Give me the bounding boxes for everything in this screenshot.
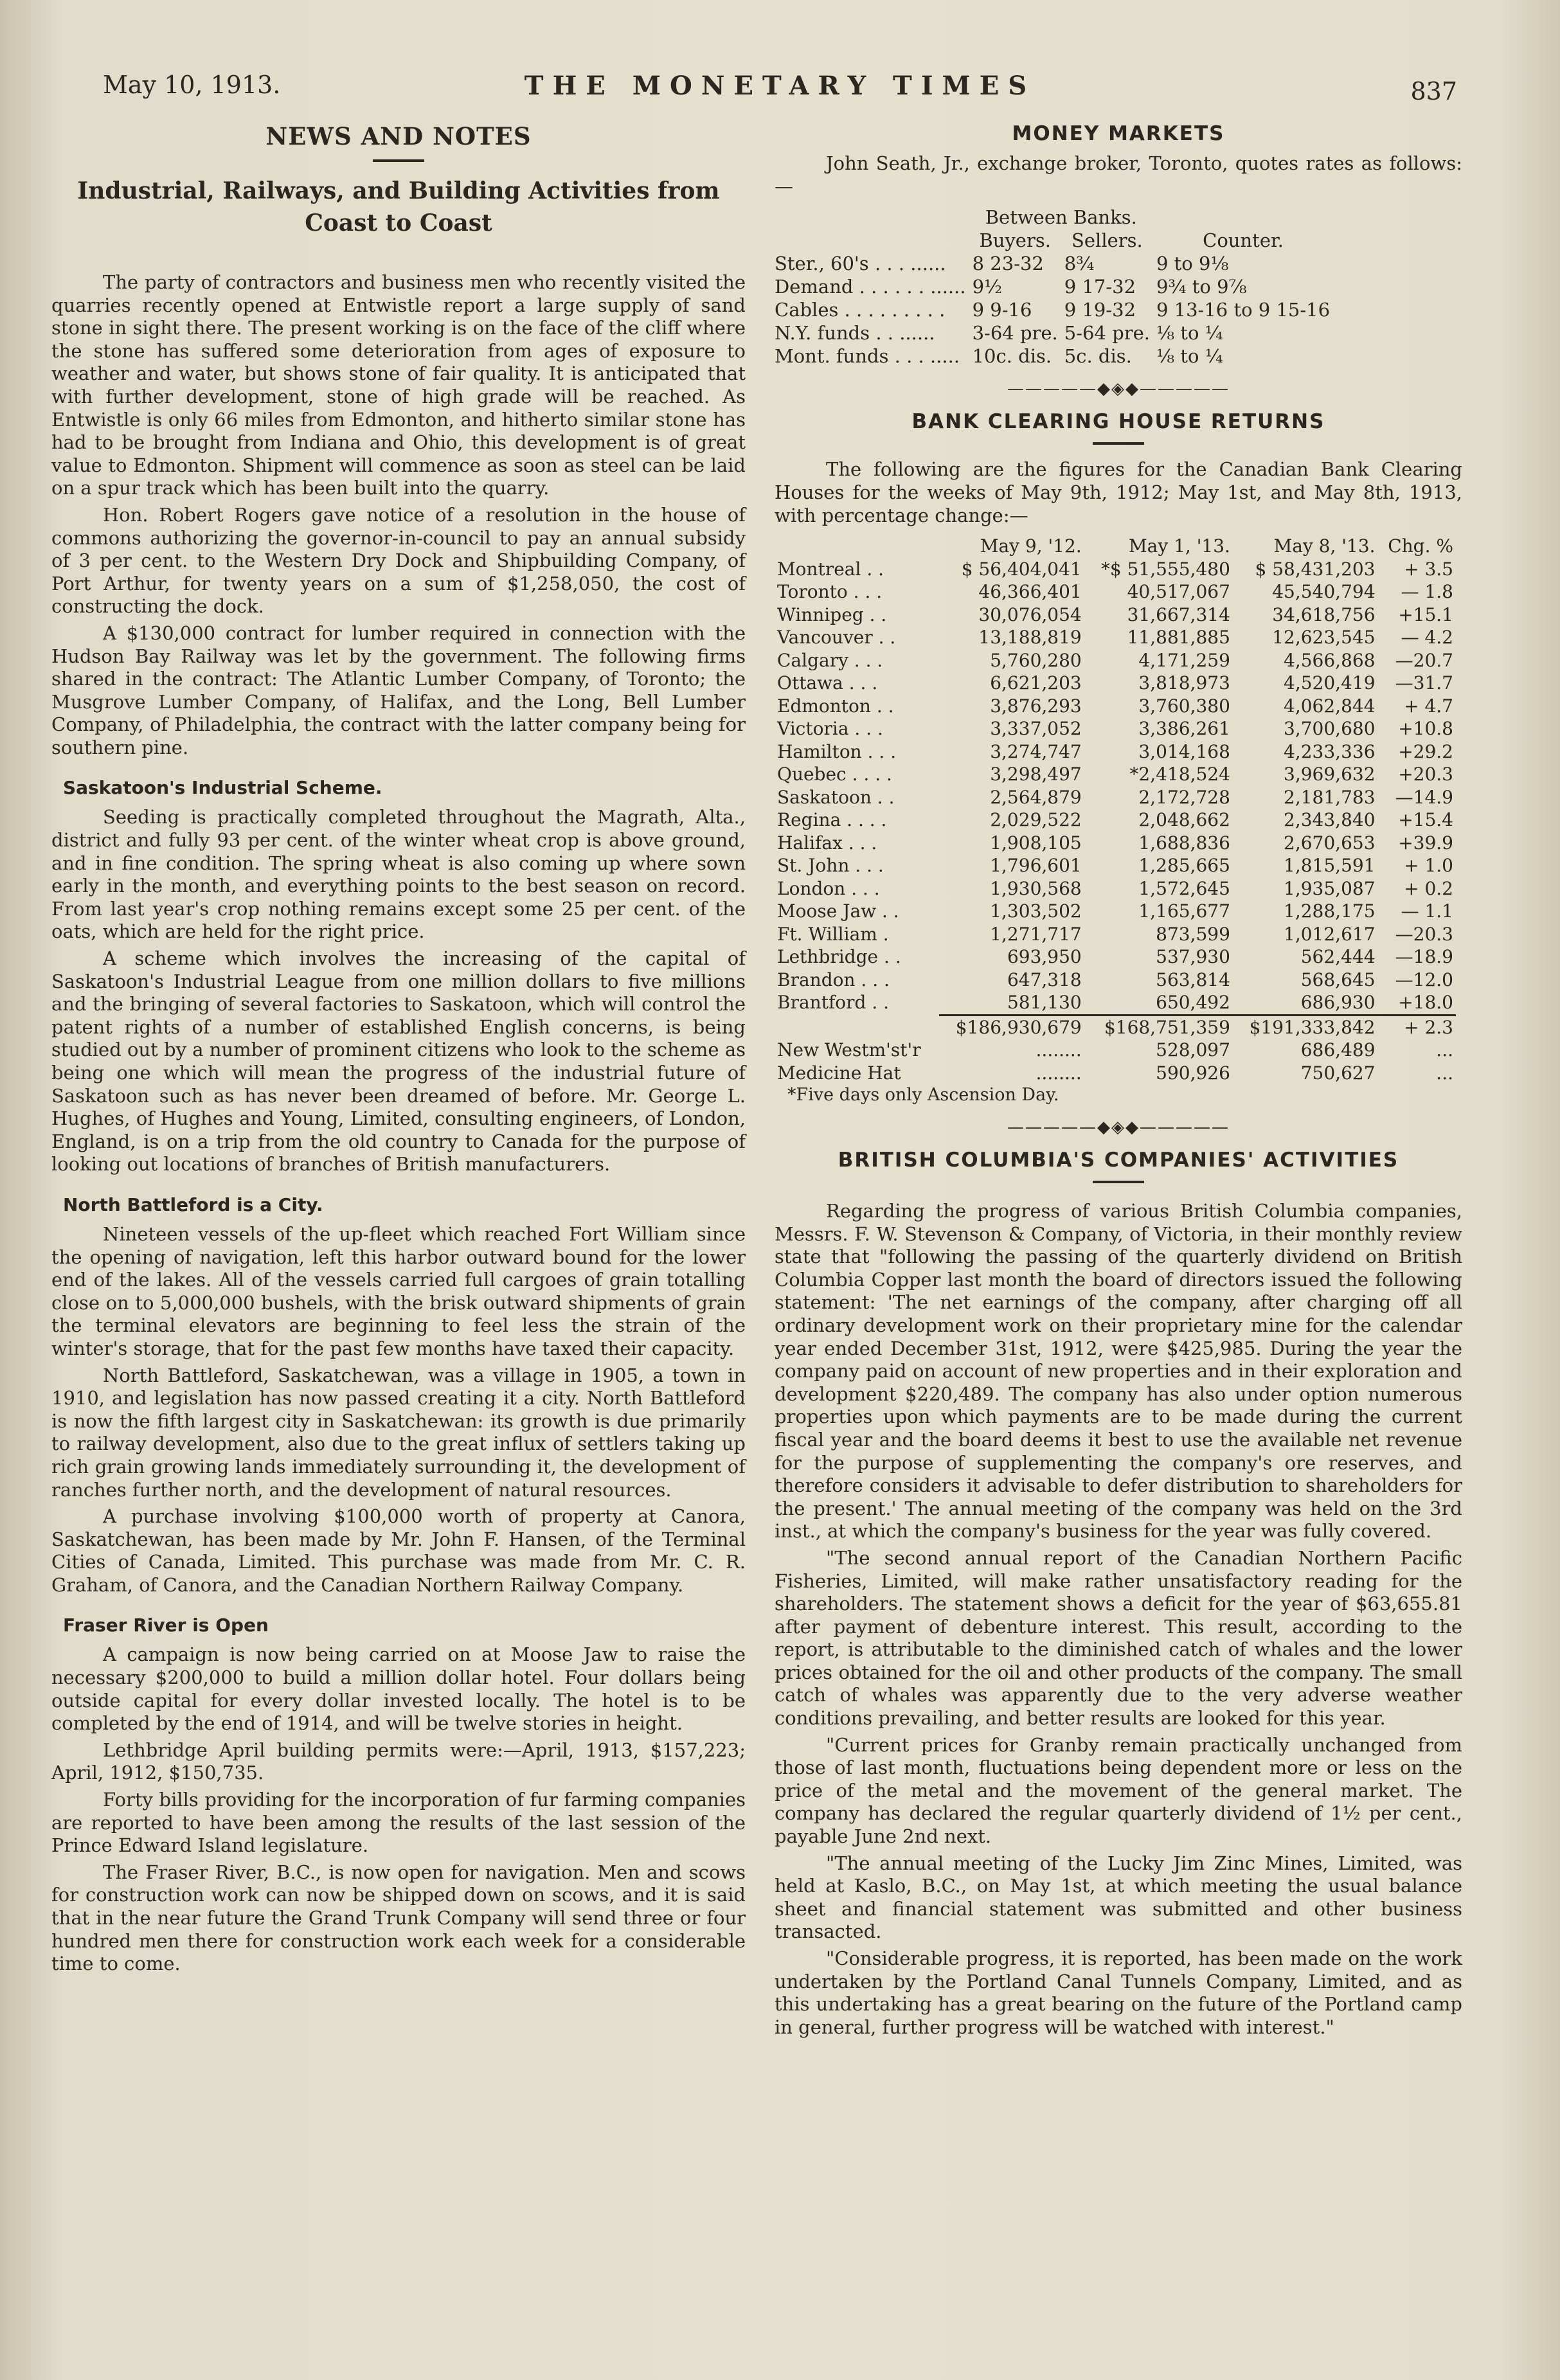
table-header-row [775, 535, 1456, 558]
right-column [775, 122, 1462, 2043]
value-may-1: 11,881,885 [1127, 627, 1230, 648]
percent-change: +15.1 [1398, 604, 1453, 625]
clearing-table [775, 535, 1456, 1084]
value-1912: $ 56,404,041 [961, 558, 1082, 580]
table-row [775, 1062, 1456, 1085]
paragraph: Forty bills providing for the incorporation of fur farming companies are reported to have been among the results of the last session of the Prince Edward Island legislature. [51, 1789, 746, 1857]
city-name: Halifax . . . [777, 832, 877, 854]
table-row [775, 321, 1336, 344]
city-name: Ottawa . . . [777, 672, 878, 693]
rate-counter: ⅛ to ¼ [1156, 322, 1223, 344]
value-may-1: 31,667,314 [1127, 604, 1230, 625]
percent-change: +18.0 [1398, 992, 1453, 1013]
total-row [775, 1015, 1456, 1039]
table-row [775, 923, 1456, 946]
city-name: Calgary . . . [777, 649, 883, 671]
paragraph: A scheme which involves the increasing of the capital of Saskatoon's Industrial League from one million dollars to five millions and the bringing of several factories to Saskatoon, which will control the patent rights of a number of established English concerns, is being studied out by a number of prominent citizens who look to the scheme as being one which will mean the progress of the industrial future of Saskatoon such as has never been dreamed of before. Mr. George L. Hughes, of Hughes and Young, Limited, consulting engineers, of London, England, is on a trip from the old country to Canada for the purpose of looking out locations of branches of British manufacturers. [51, 947, 746, 1176]
clearing-house-intro: The following are the figures for the Canadian Bank Clearing Houses for the weeks of May 9th, 1912; May 1st, and May 8th, 1913, with percentage change:— [775, 458, 1462, 526]
value-may-8: 4,062,844 [1284, 695, 1376, 717]
percent-change: ... [1436, 1039, 1453, 1060]
table-row [775, 229, 1336, 252]
percent-change: —20.7 [1395, 649, 1453, 671]
value-may-8: 686,489 [1300, 1039, 1376, 1060]
table-row [775, 854, 1456, 877]
subheading-saskatoon: Saskatoon's Industrial Scheme. [63, 777, 382, 799]
value-1912: ........ [1036, 1062, 1082, 1084]
paragraph: Hon. Robert Rogers gave notice of a resolution in the house of commons authorizing the governor-in-council to pay an annual subsidy of 3 per cent. to the Western Dry Dock and Shipbuilding Company, of Port Arthur, for twenty years on a sum of $1,258,050, the cost of constructing the dock. [51, 503, 746, 618]
percent-change: +29.2 [1398, 740, 1453, 762]
rate-sellers: 9 17-32 [1064, 276, 1136, 298]
paragraph: "The second annual report of the Canadian Northern Pacific Fisheries, Limited, will make rather unsatisfactory reading for the shareholders. The statement shows a deficit for the year of $63,655.81 after payment of debenture interest. This result, according to the report, is attributable to the diminished catch of whales and the lower prices obtained for the oil and other products of the company. The small catch of whales was apparently due to the very adverse weather conditions prevailing, and better results are looked for this year. [775, 1546, 1462, 1730]
city-name: Ft. William . [777, 923, 889, 945]
page-header [103, 71, 1457, 109]
table-row [775, 991, 1456, 1015]
title-rule [373, 159, 424, 162]
value-1912: 1,930,568 [990, 877, 1082, 899]
column-header: Between Banks. [985, 206, 1137, 228]
value-may-8: 1,288,175 [1284, 900, 1376, 922]
table-row [775, 786, 1456, 809]
value-may-8: 3,969,632 [1284, 764, 1376, 785]
paragraph: Nineteen vessels of the up-fleet which reached Fort William since the opening of navigation, left this harbor outward bound for the lower end of the lakes. All of the vessels carried full cargoes of grain totalling close on to 5,000,000 bushels, with the brisk outward shipments of grain the terminal elevators are beginning to feel less the strain of the winter's storage, that for the past few months have taxed their capacity. [51, 1222, 746, 1359]
percent-change: +10.8 [1398, 718, 1453, 739]
value-1912: 2,564,879 [990, 786, 1082, 808]
city-name: Brandon . . . [777, 969, 890, 990]
value-1912: 1,796,601 [990, 855, 1082, 876]
value-may-8: 2,670,653 [1284, 832, 1376, 854]
value-1912: 1,908,105 [990, 832, 1082, 854]
title-rule [1093, 442, 1144, 445]
percent-change: + 3.5 [1404, 558, 1453, 580]
percent-change: —12.0 [1395, 969, 1453, 990]
ornamental-divider: —————◆◈◆————— [1007, 1118, 1230, 1137]
rate-label: Mont. funds . . . ..... [775, 345, 960, 367]
title-rule [1093, 1181, 1144, 1183]
subtitle-line-2: Coast to Coast [305, 210, 492, 237]
city-name: Quebec . . . . [777, 764, 892, 785]
paragraph: North Battleford, Saskatchewan, was a village in 1905, a town in 1910, and legislation has now passed creating it a city. North Battleford is now the fifth largest city in Saskatchewan: its growth is due primarily to railway development, also due to the great influx of settlers taking up rich grain growing lands immediately surrounding it, the development of ranches further north, and the development of natural resources. [51, 1364, 746, 1501]
value-may-1: 563,814 [1156, 969, 1230, 990]
value-may-1: 1,285,665 [1138, 855, 1230, 876]
rate-sellers: 8¾ [1064, 253, 1095, 274]
table-row [775, 1039, 1456, 1062]
value-may-1: 537,930 [1156, 946, 1230, 967]
paragraph: Regarding the progress of various British Columbia companies, Messrs. F. W. Stevenson & Company, of Victoria, in their monthly review state that "following the passing of the quarterly dividend on British Columbia Copper last month the board of directors issued the following statement: 'The net earnings of the company, after charging off all ordinary development work on their proprietary mine for the calendar year ended December 31st, 1912, were $425,985. During the year the company paid on account of new properties and in their exploration and development $220,489. The company has also under option numerous properties upon which payments are to be made during the current fiscal year and the board deems it best to use the available net revenue for the purpose of supplementing the company's ore reserves, and therefore considers it advisable to defer distribution to shareholders for the present.' The annual meeting of the company was held on the 3rd inst., at which the company's business for the year was fully covered. [775, 1200, 1462, 1543]
value-may-1: *$ 51,555,480 [1100, 558, 1230, 580]
table-row [775, 275, 1336, 298]
value-1912: 3,876,293 [990, 695, 1082, 717]
value-may-1: 1,688,836 [1138, 832, 1230, 854]
table-row [775, 832, 1456, 855]
city-name: Montreal . . [777, 558, 884, 580]
percent-change: ... [1436, 1062, 1453, 1084]
table-row [775, 877, 1456, 900]
value-1912: 3,298,497 [990, 764, 1082, 785]
footnote: *Five days only Ascension Day. [787, 1085, 1059, 1105]
table-row [775, 558, 1456, 581]
table-row [775, 809, 1456, 832]
paragraph: A campaign is now being carried on at Moose Jaw to raise the necessary $200,000 to build a million dollar hotel. Four dollars being outside capital for every dollar invested locally. The hotel is to be completed by the end of 1914, and will be twelve stories in height. [51, 1643, 746, 1735]
paragraph: The party of contractors and business men who recently visited the quarries recently opened at Entwistle report a large supply of sand stone in sight there. The present working is on the face of the cliff where the stone has suffered some deterioration from ages of exposure to weather and water, but shows stone of fair quality. It is anticipated that with further development, stone of high grade will be reached. As Entwistle is only 66 miles from Edmonton, and hitherto similar stone has had to be brought from Indiana and Ohio, this development is of great value to Edmonton. Shipment will commence as soon as steel can be laid on a spur track which has been built into the quarry. [51, 271, 746, 499]
value-may-1: 3,760,380 [1138, 695, 1230, 717]
city-name: Brantford . . [777, 992, 890, 1013]
section-title: NEWS AND NOTES [265, 122, 532, 150]
percent-change: + 1.0 [1404, 855, 1453, 876]
value-1912: 13,188,819 [978, 627, 1082, 648]
value-may-8: 4,566,868 [1284, 649, 1376, 671]
table-row [775, 695, 1456, 718]
rate-buyers: 3-64 pre. [972, 322, 1058, 344]
percent-change: + 4.7 [1404, 695, 1453, 717]
city-name: Medicine Hat [777, 1062, 901, 1084]
value-may-8: 45,540,794 [1272, 581, 1376, 602]
percent-change: — 4.2 [1401, 627, 1453, 648]
left-column [51, 122, 746, 1980]
table-row [775, 717, 1456, 740]
value-may-8: 1,935,087 [1284, 877, 1376, 899]
value-may-1: 40,517,067 [1127, 581, 1230, 602]
table-row [775, 672, 1456, 695]
city-name: Regina . . . . [777, 809, 887, 830]
city-name: New Westm'st'r [777, 1039, 921, 1060]
bc-companies-title: BRITISH COLUMBIA'S COMPANIES' ACTIVITIES [838, 1149, 1399, 1172]
value-may-8: 2,181,783 [1284, 786, 1376, 808]
value-may-1: 1,165,677 [1138, 900, 1230, 922]
percent-change: +20.3 [1398, 764, 1453, 785]
rate-counter: ⅛ to ¼ [1156, 345, 1223, 367]
value-may-1: 4,171,259 [1138, 649, 1230, 671]
value-may-1: 528,097 [1156, 1039, 1230, 1060]
rate-counter: 9¾ to 9⅞ [1156, 276, 1247, 298]
subheading-fraser-river: Fraser River is Open [63, 1615, 269, 1636]
percent-change: —20.3 [1395, 923, 1453, 945]
rate-sellers: 5-64 pre. [1064, 322, 1150, 344]
table-row [775, 206, 1336, 229]
table-row [775, 344, 1336, 368]
table-row [775, 626, 1456, 649]
table-row [775, 252, 1336, 275]
money-markets-title: MONEY MARKETS [1012, 122, 1225, 145]
issue-date: May 10, 1913. [103, 71, 281, 99]
column-header: Chg. % [1388, 535, 1453, 557]
rate-label: Demand . . . . . . ...... [775, 276, 966, 298]
city-name: Hamilton . . . [777, 740, 897, 762]
table-row [775, 604, 1456, 627]
money-markets-intro: John Seath, Jr., exchange broker, Toronto, quotes rates as follows:— [775, 152, 1462, 197]
rate-label: Ster., 60's . . . ...... [775, 253, 946, 274]
ornamental-divider: —————◆◈◆————— [1007, 379, 1230, 398]
value-may-1: 3,014,168 [1138, 740, 1230, 762]
table-row [775, 580, 1456, 604]
subheading-north-battleford: North Battleford is a City. [63, 1194, 323, 1215]
city-name: Edmonton . . [777, 695, 894, 717]
exchange-rates-table [775, 206, 1336, 368]
city-name: St. John . . . [777, 855, 884, 876]
percent-change: +15.4 [1398, 809, 1453, 830]
value-1912: ........ [1036, 1039, 1082, 1060]
value-may-8: 34,618,756 [1272, 604, 1376, 625]
page-number: 837 [1410, 77, 1457, 105]
value-may-8: 4,233,336 [1284, 740, 1376, 762]
value-1912: 3,337,052 [990, 718, 1082, 739]
table-row [775, 763, 1456, 786]
table-row [775, 740, 1456, 764]
value-1912: $186,930,679 [939, 1015, 1084, 1039]
table-row [775, 945, 1456, 969]
city-name: Lethbridge . . [777, 946, 901, 967]
column-header: May 9, '12. [980, 535, 1082, 557]
paragraph: The Fraser River, B.C., is now open for navigation. Men and scows for construction work can now be shipped down on scows, and it is said that in the near future the Grand Trunk Company will send three or four hundred men there for construction work each week for a considerable time to come. [51, 1861, 746, 1975]
value-may-1: 1,572,645 [1138, 877, 1230, 899]
value-1912: 1,303,502 [990, 900, 1082, 922]
rate-buyers: 9½ [972, 276, 1003, 298]
city-name: London . . . [777, 877, 880, 899]
value-may-8: $ 58,431,203 [1255, 558, 1376, 580]
rate-sellers: 5c. dis. [1064, 345, 1132, 367]
value-1912: 647,318 [1007, 969, 1082, 990]
column-header: Counter. [1203, 229, 1284, 251]
value-may-8: 4,520,419 [1284, 672, 1376, 693]
value-may-1: 873,599 [1156, 923, 1230, 945]
clearing-table-body [775, 535, 1456, 1084]
value-1912: 1,271,717 [990, 923, 1082, 945]
column-header: Sellers. [1071, 229, 1143, 251]
table-row [775, 900, 1456, 923]
paragraph: A purchase involving $100,000 worth of property at Canora, Saskatchewan, has been made by Mr. John F. Hansen, of the Terminal Cities of Canada, Limited. This purchase was made from Mr. C. R. Graham, of Canora, and the Canadian Northern Railway Company. [51, 1505, 746, 1596]
value-may-8: 568,645 [1300, 969, 1376, 990]
paragraph: "Considerable progress, it is reported, has been made on the work undertaken by the Portland Canal Tunnels Company, Limited, and as this undertaking has a great bearing on the future of the Portland camp in general, further progress will be watched with interest." [775, 1947, 1462, 2038]
percent-change: —31.7 [1395, 672, 1453, 693]
table-row [775, 649, 1456, 672]
rate-buyers: 10c. dis. [972, 345, 1052, 367]
value-may-1: 2,048,662 [1138, 809, 1230, 830]
rate-label: Cables . . . . . . . . . [775, 299, 946, 321]
percent-change: +39.9 [1398, 832, 1453, 854]
percent-change: + 2.3 [1378, 1015, 1456, 1039]
value-may-8: 12,623,545 [1272, 627, 1376, 648]
value-may-8: 2,343,840 [1284, 809, 1376, 830]
value-1912: 5,760,280 [990, 649, 1082, 671]
percent-change: — 1.1 [1401, 900, 1453, 922]
table-row [775, 298, 1336, 321]
paragraph: Lethbridge April building permits were:—April, 1913, $157,223; April, 1912, $150,735. [51, 1739, 746, 1784]
city-name: Victoria . . . [777, 718, 883, 739]
value-1912: 30,076,054 [978, 604, 1082, 625]
table-row [775, 969, 1456, 992]
value-may-8: 1,815,591 [1284, 855, 1376, 876]
rate-counter: 9 13-16 to 9 15-16 [1156, 299, 1331, 321]
paragraph: "Current prices for Granby remain practically unchanged from those of last month, fluctuations being dependent more or less on the price of the metal and the movement of the general market. The company has declared the regular quarterly dividend of 1½ per cent., payable June 2nd next. [775, 1733, 1462, 1848]
percent-change: —14.9 [1395, 786, 1453, 808]
paragraph: A $130,000 contract for lumber required in connection with the Hudson Bay Railway was let by the government. The following firms shared in the contract: The Atlantic Lumber Company, of Toronto; the Musgrove Lumber Company, of Halifax, and the Long, Bell Lumber Company, of Philadelphia, the contract with the latter company being for southern pine. [51, 622, 746, 758]
value-may-1: 3,818,973 [1138, 672, 1230, 693]
value-1912: 693,950 [1007, 946, 1082, 967]
value-1912: 3,274,747 [990, 740, 1082, 762]
city-name: Toronto . . . [777, 581, 883, 602]
column-header: May 8, '13. [1273, 535, 1376, 557]
paragraph: "The annual meeting of the Lucky Jim Zinc Mines, Limited, was held at Kaslo, B.C., on May 1st, at which meeting the usual balance sheet and financial statement was submitted and other business transacted. [775, 1852, 1462, 1943]
clearing-house-title: BANK CLEARING HOUSE RETURNS [911, 410, 1325, 433]
city-name: Vancouver . . [777, 627, 896, 648]
value-1912: 46,366,401 [978, 581, 1082, 602]
rate-counter: 9 to 9⅛ [1156, 253, 1229, 274]
percent-change: — 1.8 [1401, 581, 1453, 602]
value-1912: 581,130 [1007, 992, 1082, 1013]
column-header: May 1, '13. [1129, 535, 1230, 557]
article-subtitle [51, 175, 746, 239]
value-may-1: 590,926 [1156, 1062, 1230, 1084]
rate-buyers: 9 9-16 [972, 299, 1032, 321]
value-may-8: 686,930 [1300, 992, 1376, 1013]
value-1912: 6,621,203 [990, 672, 1082, 693]
rate-label: N.Y. funds . . ...... [775, 322, 935, 344]
percent-change: + 0.2 [1404, 877, 1453, 899]
rate-buyers: 8 23-32 [972, 253, 1044, 274]
percent-change: —18.9 [1395, 946, 1453, 967]
value-may-8: 1,012,617 [1284, 923, 1376, 945]
value-may-1: *2,418,524 [1129, 764, 1230, 785]
subtitle-line-1: Industrial, Railways, and Building Activities from [77, 177, 720, 204]
value-1912: 2,029,522 [990, 809, 1082, 830]
value-may-1: 2,172,728 [1138, 786, 1230, 808]
column-header: Buyers. [979, 229, 1051, 251]
value-may-1: 3,386,261 [1138, 718, 1230, 739]
value-may-8: 750,627 [1300, 1062, 1376, 1084]
rate-sellers: 9 19-32 [1064, 299, 1136, 321]
masthead: THE MONETARY TIMES [524, 71, 1036, 101]
city-name: Saskatoon . . [777, 786, 895, 808]
value-may-1: $168,751,359 [1084, 1015, 1233, 1039]
value-may-8: $191,333,842 [1233, 1015, 1378, 1039]
city-name [775, 1015, 939, 1039]
paragraph: Seeding is practically completed throughout the Magrath, Alta., district and fully 93 per cent. of the winter wheat crop is above ground, and in fine condition. The spring wheat is also coming up where sown early in the month, and everything points to the best season on record. From last year's crop nothing remains except some 25 per cent. of the oats, which are held for the right price. [51, 806, 746, 943]
city-name: Moose Jaw . . [777, 900, 899, 922]
value-may-8: 3,700,680 [1284, 718, 1376, 739]
value-may-8: 562,444 [1300, 946, 1376, 967]
city-name: Winnipeg . . [777, 604, 887, 625]
value-may-1: 650,492 [1156, 992, 1230, 1013]
